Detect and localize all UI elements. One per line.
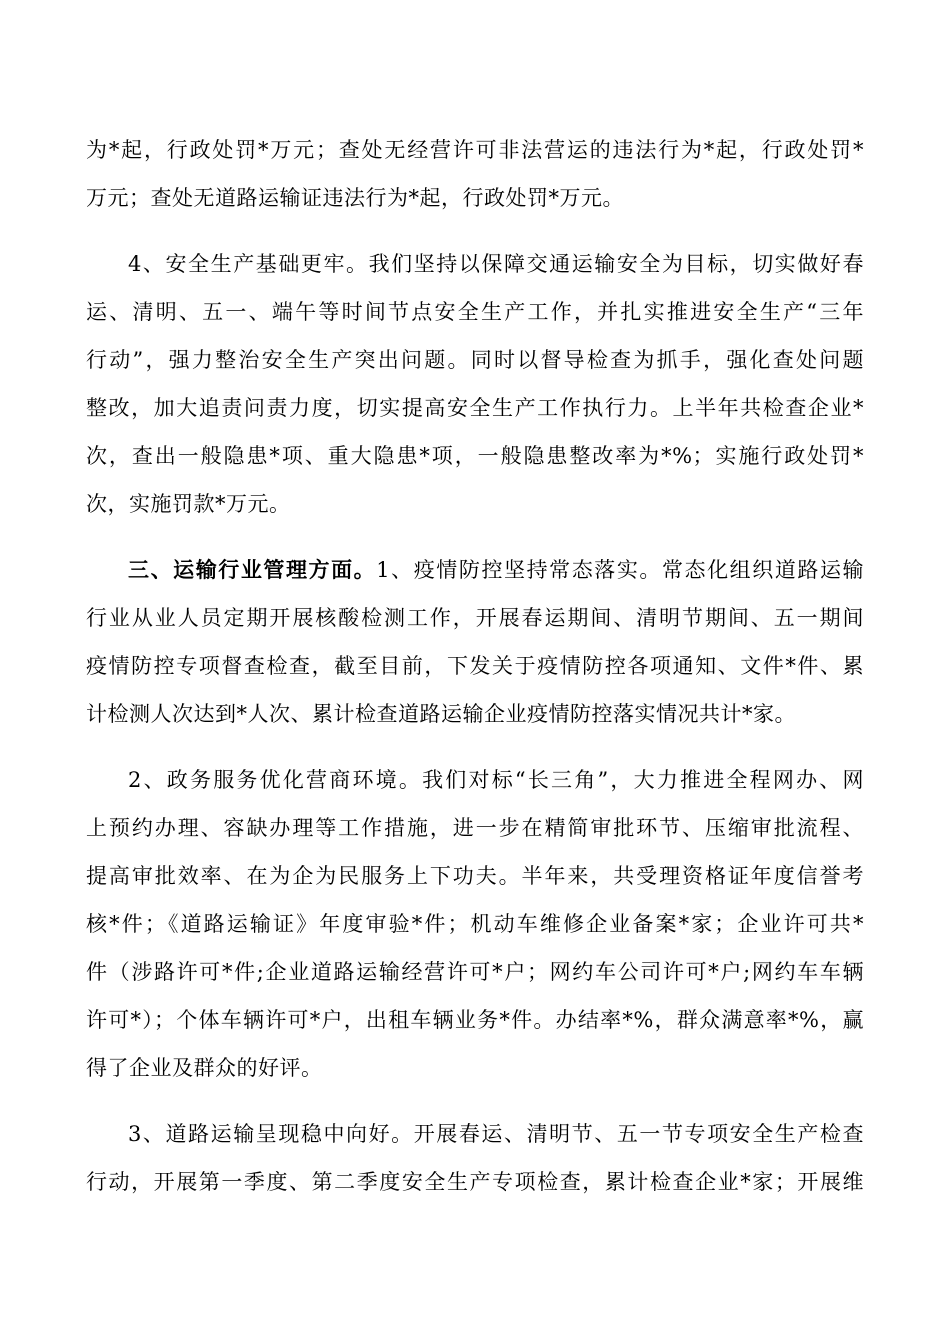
text-line: 万元；查处无道路运输证违法行为*起，行政处罚*万元。 xyxy=(86,186,624,210)
text-line: 为*起，行政处罚*万元；查处无经营许可非法营运的违法行为*起，行政处罚* xyxy=(86,138,864,162)
section-heading: 三、运输行业管理方面。 xyxy=(128,557,377,582)
text-line: 行动”，强力整治安全生产突出问题。同时以督导检查为抓手，强化查处问题 xyxy=(86,348,864,372)
text-line: 许可*）；个体车辆许可*户，出租车辆业务*件。办结率*%，群众满意率*%，赢 xyxy=(86,1008,864,1032)
text-line: 运、清明、五一、端午等时间节点安全生产工作，并扎实推进安全生产“三年 xyxy=(86,300,864,324)
text-span: 1、疫情防控坚持常态落实。常态化组织道路运输 xyxy=(376,558,865,582)
paragraph-1 xyxy=(86,126,864,222)
paragraph-3 xyxy=(86,546,864,738)
text-line: 次，实施罚款*万元。 xyxy=(86,492,291,516)
text-line: 计检测人次达到*人次、累计检查道路运输企业疫情防控落实情况共计*家。 xyxy=(86,702,796,726)
paragraph-2 xyxy=(86,240,864,528)
document-page xyxy=(86,126,864,1206)
text-line xyxy=(86,546,864,594)
text-line: 4、安全生产基础更牢。我们坚持以保障交通运输安全为目标，切实做好春 xyxy=(128,252,864,276)
text-line: 2、政务服务优化营商环境。我们对标“长三角”，大力推进全程网办、网 xyxy=(128,768,864,792)
text-line: 行业从业人员定期开展核酸检测工作，开展春运期间、清明节期间、五一期间 xyxy=(86,606,864,630)
text-line: 件（涉路许可*件;企业道路运输经营许可*户；网约车公司许可*户;网约车车辆 xyxy=(86,960,864,984)
text-line: 行动，开展第一季度、第二季度安全生产专项检查，累计检查企业*家；开展维 xyxy=(86,1170,864,1194)
text-line: 得了企业及群众的好评。 xyxy=(86,1056,323,1080)
text-line: 整改，加大追责问责力度，切实提高安全生产工作执行力。上半年共检查企业* xyxy=(86,396,864,420)
text-line: 3、道路运输呈现稳中向好。开展春运、清明节、五一节专项安全生产检查 xyxy=(128,1122,864,1146)
text-line: 疫情防控专项督查检查，截至目前，下发关于疫情防控各项通知、文件*件、累 xyxy=(86,654,864,678)
text-line: 核*件；《道路运输证》年度审验*件；机动车维修企业备案*家；企业许可共* xyxy=(86,912,864,936)
text-line: 上预约办理、容缺办理等工作措施，进一步在精简审批环节、压缩审批流程、 xyxy=(86,816,864,840)
paragraph-5 xyxy=(86,1110,864,1206)
text-line: 提高审批效率、在为企为民服务上下功夫。半年来，共受理资格证年度信誉考 xyxy=(86,864,864,888)
paragraph-4 xyxy=(86,756,864,1092)
text-line: 次，查出一般隐患*项、重大隐患*项，一般隐患整改率为*%；实施行政处罚* xyxy=(86,444,864,468)
